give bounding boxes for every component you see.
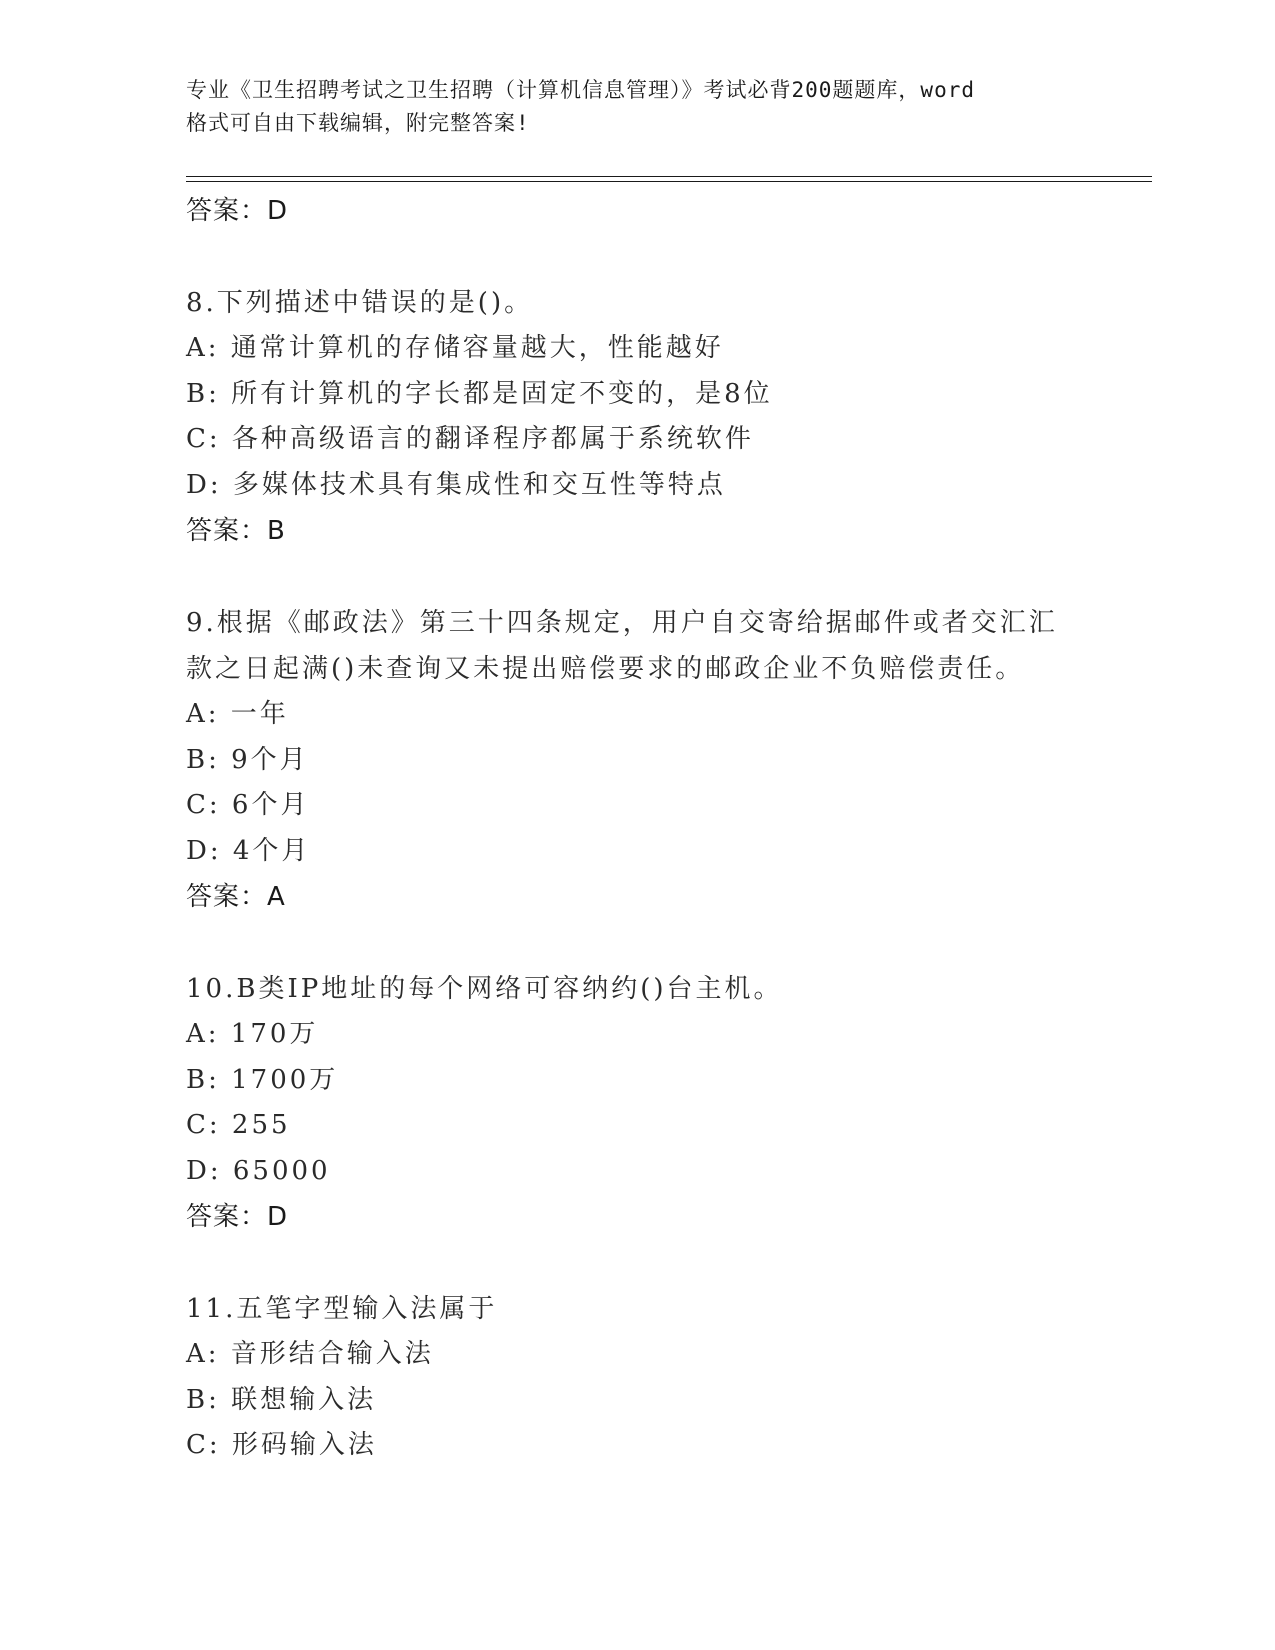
question-text: 8.下列描述中错误的是()。 — [186, 288, 534, 318]
option-c: C: 6个月 — [186, 790, 310, 820]
question-text: 11.五笔字型输入法属于 — [186, 1294, 498, 1324]
option-c: C: 255 — [186, 1110, 291, 1140]
option-c: C: 形码输入法 — [186, 1430, 377, 1460]
answer-line: 答案：B — [186, 516, 286, 546]
spacer — [186, 554, 1152, 600]
option-a: A: 音形结合输入法 — [186, 1339, 434, 1369]
header-divider-bottom — [186, 181, 1152, 182]
header-divider-top — [186, 176, 1152, 177]
option-d: D: 多媒体技术具有集成性和交互性等特点 — [186, 469, 726, 500]
question-block — [186, 600, 1152, 920]
question-text: 10.B类IP地址的每个网络可容纳约()台主机。 — [186, 974, 783, 1004]
header-line-1: 专业《卫生招聘考试之卫生招聘（计算机信息管理）》考试必背200题题库，word — [186, 78, 975, 102]
question-block — [186, 1286, 1152, 1469]
question-block — [186, 966, 1152, 1240]
header-line-2: 格式可自由下载编辑，附完整答案! — [186, 111, 530, 135]
question-text: 9.根据《邮政法》第三十四条规定，用户自交寄给据邮件或者交汇汇 — [186, 608, 1058, 638]
answer-line: 答案：D — [186, 196, 289, 226]
answer-line: 答案：A — [186, 882, 286, 912]
spacer — [186, 234, 1152, 280]
option-d: D: 4个月 — [186, 835, 311, 866]
option-c: C: 各种高级语言的翻译程序都属于系统软件 — [186, 424, 754, 454]
option-a: A: 170万 — [186, 1019, 319, 1049]
document-header — [186, 74, 1086, 140]
option-b: B: 所有计算机的字长都是固定不变的，是8位 — [186, 378, 773, 409]
option-a: A: 一年 — [186, 699, 289, 729]
option-b: B: 9个月 — [186, 744, 309, 775]
option-d: D: 65000 — [186, 1155, 331, 1186]
spacer — [186, 1240, 1152, 1286]
document-body — [186, 188, 1152, 1469]
option-b: B: 1700万 — [186, 1064, 339, 1095]
question-block — [186, 280, 1152, 554]
option-b: B: 联想输入法 — [186, 1384, 377, 1415]
option-a: A: 通常计算机的存储容量越大，性能越好 — [186, 333, 724, 363]
spacer — [186, 920, 1152, 966]
answer-line: 答案：D — [186, 1202, 289, 1232]
question-text-continued: 款之日起满()未查询又未提出赔偿要求的邮政企业不负赔偿责任。 — [186, 654, 1025, 684]
